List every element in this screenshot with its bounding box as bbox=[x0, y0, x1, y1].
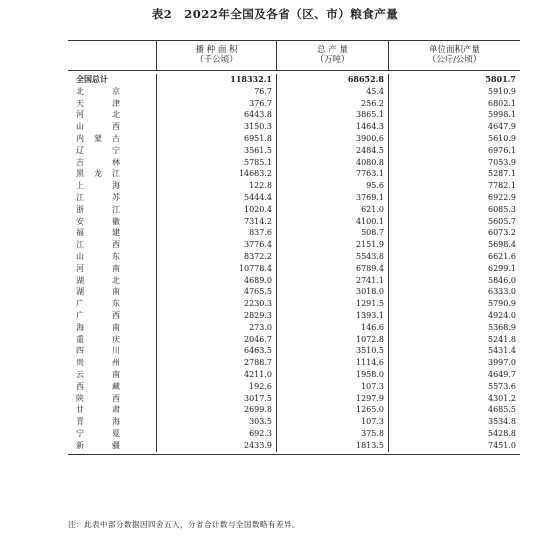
region-name: 广 西 bbox=[76, 310, 120, 320]
yield-value: 5573.6 bbox=[388, 381, 520, 393]
region-cell bbox=[68, 381, 156, 393]
region-name: 西 藏 bbox=[76, 381, 120, 391]
region-cell bbox=[68, 86, 156, 98]
region-name: 全国总计 bbox=[76, 74, 108, 84]
header-yield-per-area bbox=[388, 41, 520, 70]
header-yield-unit: （公斤/公顷） bbox=[427, 55, 482, 65]
sown-area-value: 5444.4 bbox=[156, 192, 276, 204]
total-output-value: 1072.8 bbox=[276, 334, 388, 346]
sown-area-value: 4765.5 bbox=[156, 286, 276, 298]
total-output-value: 3769.1 bbox=[276, 192, 388, 204]
header-total-output bbox=[276, 41, 388, 70]
table-title: 表2 2022年全国及各省（区、市）粮食产量 bbox=[151, 7, 399, 21]
table-row bbox=[68, 121, 520, 133]
total-output-value: 1291.5 bbox=[276, 298, 388, 310]
total-output-value: 508.7 bbox=[276, 227, 388, 239]
region-name: 湖 南 bbox=[76, 287, 120, 297]
table-row bbox=[68, 381, 520, 393]
region-name: 陕 西 bbox=[76, 393, 120, 403]
sown-area-value: 76.7 bbox=[156, 86, 276, 98]
total-output-value: 4080.8 bbox=[276, 157, 388, 169]
table-row bbox=[68, 263, 520, 275]
region-name: 四 川 bbox=[76, 346, 120, 356]
sown-area-value: 6951.8 bbox=[156, 133, 276, 145]
region-cell bbox=[68, 216, 156, 228]
yield-value: 5287.1 bbox=[388, 168, 520, 180]
total-output-value: 4100.1 bbox=[276, 216, 388, 228]
region-cell bbox=[68, 416, 156, 428]
yield-value: 4924.0 bbox=[388, 310, 520, 322]
total-output-value: 45.4 bbox=[276, 86, 388, 98]
sown-area-value: 303.5 bbox=[156, 416, 276, 428]
sown-area-value: 273.0 bbox=[156, 322, 276, 334]
yield-value: 6922.9 bbox=[388, 192, 520, 204]
sown-area-value: 3776.4 bbox=[156, 239, 276, 251]
total-output-value: 1297.9 bbox=[276, 393, 388, 405]
region-cell bbox=[68, 168, 156, 180]
table-body bbox=[68, 71, 520, 454]
table-row bbox=[68, 322, 520, 334]
region-name: 青 海 bbox=[76, 417, 120, 427]
sown-area-value: 2046.7 bbox=[156, 334, 276, 346]
region-cell bbox=[68, 298, 156, 310]
region-cell bbox=[68, 74, 156, 86]
region-cell bbox=[68, 369, 156, 381]
region-name: 天 津 bbox=[76, 98, 120, 108]
yield-value: 5698.4 bbox=[388, 239, 520, 251]
total-output-value: 621.0 bbox=[276, 204, 388, 216]
sown-area-value: 376.7 bbox=[156, 98, 276, 110]
table-row bbox=[68, 298, 520, 310]
grain-output-table bbox=[68, 40, 520, 455]
header-sown-area-unit: （千公顷） bbox=[195, 55, 238, 65]
region-cell bbox=[68, 204, 156, 216]
region-cell bbox=[68, 121, 156, 133]
header-sown-area-label: 播 种 面 积 bbox=[195, 45, 238, 55]
region-name: 江 西 bbox=[76, 240, 120, 250]
table-row bbox=[68, 157, 520, 169]
table-row bbox=[68, 404, 520, 416]
table-row bbox=[68, 192, 520, 204]
region-cell bbox=[68, 286, 156, 298]
total-output-value: 107.3 bbox=[276, 381, 388, 393]
total-output-value: 1958.0 bbox=[276, 369, 388, 381]
total-output-value: 2484.5 bbox=[276, 145, 388, 157]
sown-area-value: 8372.2 bbox=[156, 251, 276, 263]
yield-value: 5998.1 bbox=[388, 109, 520, 121]
sown-area-value: 192.6 bbox=[156, 381, 276, 393]
yield-value: 6976.1 bbox=[388, 145, 520, 157]
sown-area-value: 3150.3 bbox=[156, 121, 276, 133]
yield-value: 6299.1 bbox=[388, 263, 520, 275]
table-row bbox=[68, 345, 520, 357]
table-row bbox=[68, 393, 520, 405]
region-name: 新 疆 bbox=[76, 440, 120, 450]
table-row bbox=[68, 428, 520, 440]
region-name: 湖 北 bbox=[76, 275, 120, 285]
region-cell bbox=[68, 227, 156, 239]
total-output-value: 68652.8 bbox=[276, 74, 388, 86]
region-name: 安 徽 bbox=[76, 216, 120, 226]
region-name: 山 西 bbox=[76, 122, 120, 132]
sown-area-value: 3561.5 bbox=[156, 145, 276, 157]
table-row bbox=[68, 310, 520, 322]
table-row-total bbox=[68, 74, 520, 86]
total-output-value: 1813.5 bbox=[276, 440, 388, 452]
table-row bbox=[68, 357, 520, 369]
region-cell bbox=[68, 180, 156, 192]
yield-value: 5241.8 bbox=[388, 334, 520, 346]
yield-value: 6073.2 bbox=[388, 227, 520, 239]
sown-area-value: 5785.1 bbox=[156, 157, 276, 169]
region-name: 云 南 bbox=[76, 369, 120, 379]
header-region bbox=[68, 41, 156, 70]
total-output-value: 2741.1 bbox=[276, 275, 388, 287]
total-output-value: 1464.3 bbox=[276, 121, 388, 133]
table-row bbox=[68, 145, 520, 157]
region-cell bbox=[68, 98, 156, 110]
header-total-output-unit: （万吨） bbox=[315, 55, 350, 65]
yield-value: 5368.9 bbox=[388, 322, 520, 334]
total-output-value: 3900.6 bbox=[276, 133, 388, 145]
region-name: 重 庆 bbox=[76, 334, 120, 344]
yield-value: 5605.7 bbox=[388, 216, 520, 228]
sown-area-value: 6463.5 bbox=[156, 345, 276, 357]
total-output-value: 1265.0 bbox=[276, 404, 388, 416]
table-row bbox=[68, 227, 520, 239]
table-row bbox=[68, 369, 520, 381]
header-sown-area bbox=[156, 41, 276, 70]
yield-value: 6621.6 bbox=[388, 251, 520, 263]
yield-value: 4649.7 bbox=[388, 369, 520, 381]
header-total-output-label: 总 产 量 bbox=[317, 45, 348, 55]
table-row bbox=[68, 286, 520, 298]
yield-value: 4685.5 bbox=[388, 404, 520, 416]
sown-area-value: 122.8 bbox=[156, 180, 276, 192]
sown-area-value: 7314.2 bbox=[156, 216, 276, 228]
sown-area-value: 2433.9 bbox=[156, 440, 276, 452]
yield-value: 7451.0 bbox=[388, 440, 520, 452]
yield-value: 6085.3 bbox=[388, 204, 520, 216]
yield-value: 7053.9 bbox=[388, 157, 520, 169]
yield-value: 5431.4 bbox=[388, 345, 520, 357]
total-output-value: 107.3 bbox=[276, 416, 388, 428]
table-row bbox=[68, 168, 520, 180]
region-cell bbox=[68, 334, 156, 346]
yield-value: 5910.9 bbox=[388, 86, 520, 98]
total-output-value: 3018.0 bbox=[276, 286, 388, 298]
table-row bbox=[68, 239, 520, 251]
region-name: 黑龙江 bbox=[76, 169, 120, 179]
sown-area-value: 118332.1 bbox=[156, 74, 276, 86]
region-name: 贵 州 bbox=[76, 358, 120, 368]
yield-value: 4301.2 bbox=[388, 393, 520, 405]
yield-value: 7782.1 bbox=[388, 180, 520, 192]
region-cell bbox=[68, 192, 156, 204]
region-cell bbox=[68, 393, 156, 405]
table-header bbox=[68, 41, 520, 71]
table-row bbox=[68, 216, 520, 228]
sown-area-value: 692.3 bbox=[156, 428, 276, 440]
table-row bbox=[68, 133, 520, 145]
yield-value: 5610.9 bbox=[388, 133, 520, 145]
region-cell bbox=[68, 133, 156, 145]
region-name: 吉 林 bbox=[76, 157, 120, 167]
footnote: 注：此表中部分数据因四舍五入，分省合计数与全国数略有差异。 bbox=[68, 520, 300, 529]
table-row bbox=[68, 204, 520, 216]
total-output-value: 256.2 bbox=[276, 98, 388, 110]
region-name: 山 东 bbox=[76, 251, 120, 261]
total-output-value: 7763.1 bbox=[276, 168, 388, 180]
total-output-value: 6789.4 bbox=[276, 263, 388, 275]
region-name: 甘 肃 bbox=[76, 405, 120, 415]
sown-area-value: 6443.8 bbox=[156, 109, 276, 121]
region-name: 内蒙古 bbox=[76, 133, 120, 143]
total-output-value: 146.6 bbox=[276, 322, 388, 334]
sown-area-value: 1020.4 bbox=[156, 204, 276, 216]
total-output-value: 3510.5 bbox=[276, 345, 388, 357]
sown-area-value: 14683.2 bbox=[156, 168, 276, 180]
region-name: 宁 夏 bbox=[76, 428, 120, 438]
region-name: 浙 江 bbox=[76, 204, 120, 214]
region-name: 河 南 bbox=[76, 263, 120, 273]
region-cell bbox=[68, 345, 156, 357]
total-output-value: 2151.9 bbox=[276, 239, 388, 251]
header-yield-label: 单位面积产量 bbox=[428, 45, 480, 55]
yield-value: 3997.0 bbox=[388, 357, 520, 369]
yield-value: 5846.0 bbox=[388, 275, 520, 287]
region-cell bbox=[68, 440, 156, 452]
table-row bbox=[68, 416, 520, 428]
table-row bbox=[68, 251, 520, 263]
region-name: 广 东 bbox=[76, 299, 120, 309]
yield-value: 6802.1 bbox=[388, 98, 520, 110]
sown-area-value: 2230.3 bbox=[156, 298, 276, 310]
table-row bbox=[68, 109, 520, 121]
region-cell bbox=[68, 322, 156, 334]
yield-value: 4647.9 bbox=[388, 121, 520, 133]
yield-value: 3534.8 bbox=[388, 416, 520, 428]
region-cell bbox=[68, 109, 156, 121]
yield-value: 5801.7 bbox=[388, 74, 520, 86]
yield-value: 5790.9 bbox=[388, 298, 520, 310]
region-cell bbox=[68, 310, 156, 322]
total-output-value: 1393.1 bbox=[276, 310, 388, 322]
region-name: 河 北 bbox=[76, 110, 120, 120]
total-output-value: 3865.1 bbox=[276, 109, 388, 121]
sown-area-value: 4211.0 bbox=[156, 369, 276, 381]
total-output-value: 95.6 bbox=[276, 180, 388, 192]
region-name: 北 京 bbox=[76, 86, 120, 96]
region-cell bbox=[68, 357, 156, 369]
region-cell bbox=[68, 428, 156, 440]
sown-area-value: 3017.5 bbox=[156, 393, 276, 405]
table-row bbox=[68, 98, 520, 110]
region-name: 江 苏 bbox=[76, 192, 120, 202]
yield-value: 6333.0 bbox=[388, 286, 520, 298]
sown-area-value: 2788.7 bbox=[156, 357, 276, 369]
total-output-value: 375.8 bbox=[276, 428, 388, 440]
region-cell bbox=[68, 239, 156, 251]
region-cell bbox=[68, 263, 156, 275]
sown-area-value: 837.6 bbox=[156, 227, 276, 239]
region-cell bbox=[68, 251, 156, 263]
region-name: 辽 宁 bbox=[76, 145, 120, 155]
table-row bbox=[68, 440, 520, 452]
total-output-value: 1114.6 bbox=[276, 357, 388, 369]
sown-area-value: 4689.0 bbox=[156, 275, 276, 287]
region-cell bbox=[68, 404, 156, 416]
sown-area-value: 2699.8 bbox=[156, 404, 276, 416]
sown-area-value: 2829.3 bbox=[156, 310, 276, 322]
yield-value: 5428.8 bbox=[388, 428, 520, 440]
table-row bbox=[68, 275, 520, 287]
region-cell bbox=[68, 145, 156, 157]
sown-area-value: 10778.4 bbox=[156, 263, 276, 275]
table-row bbox=[68, 334, 520, 346]
region-cell bbox=[68, 157, 156, 169]
table-row bbox=[68, 86, 520, 98]
region-name: 上 海 bbox=[76, 181, 120, 191]
total-output-value: 5543.8 bbox=[276, 251, 388, 263]
region-name: 海 南 bbox=[76, 322, 120, 332]
region-name: 福 建 bbox=[76, 228, 120, 238]
region-cell bbox=[68, 275, 156, 287]
table-row bbox=[68, 180, 520, 192]
